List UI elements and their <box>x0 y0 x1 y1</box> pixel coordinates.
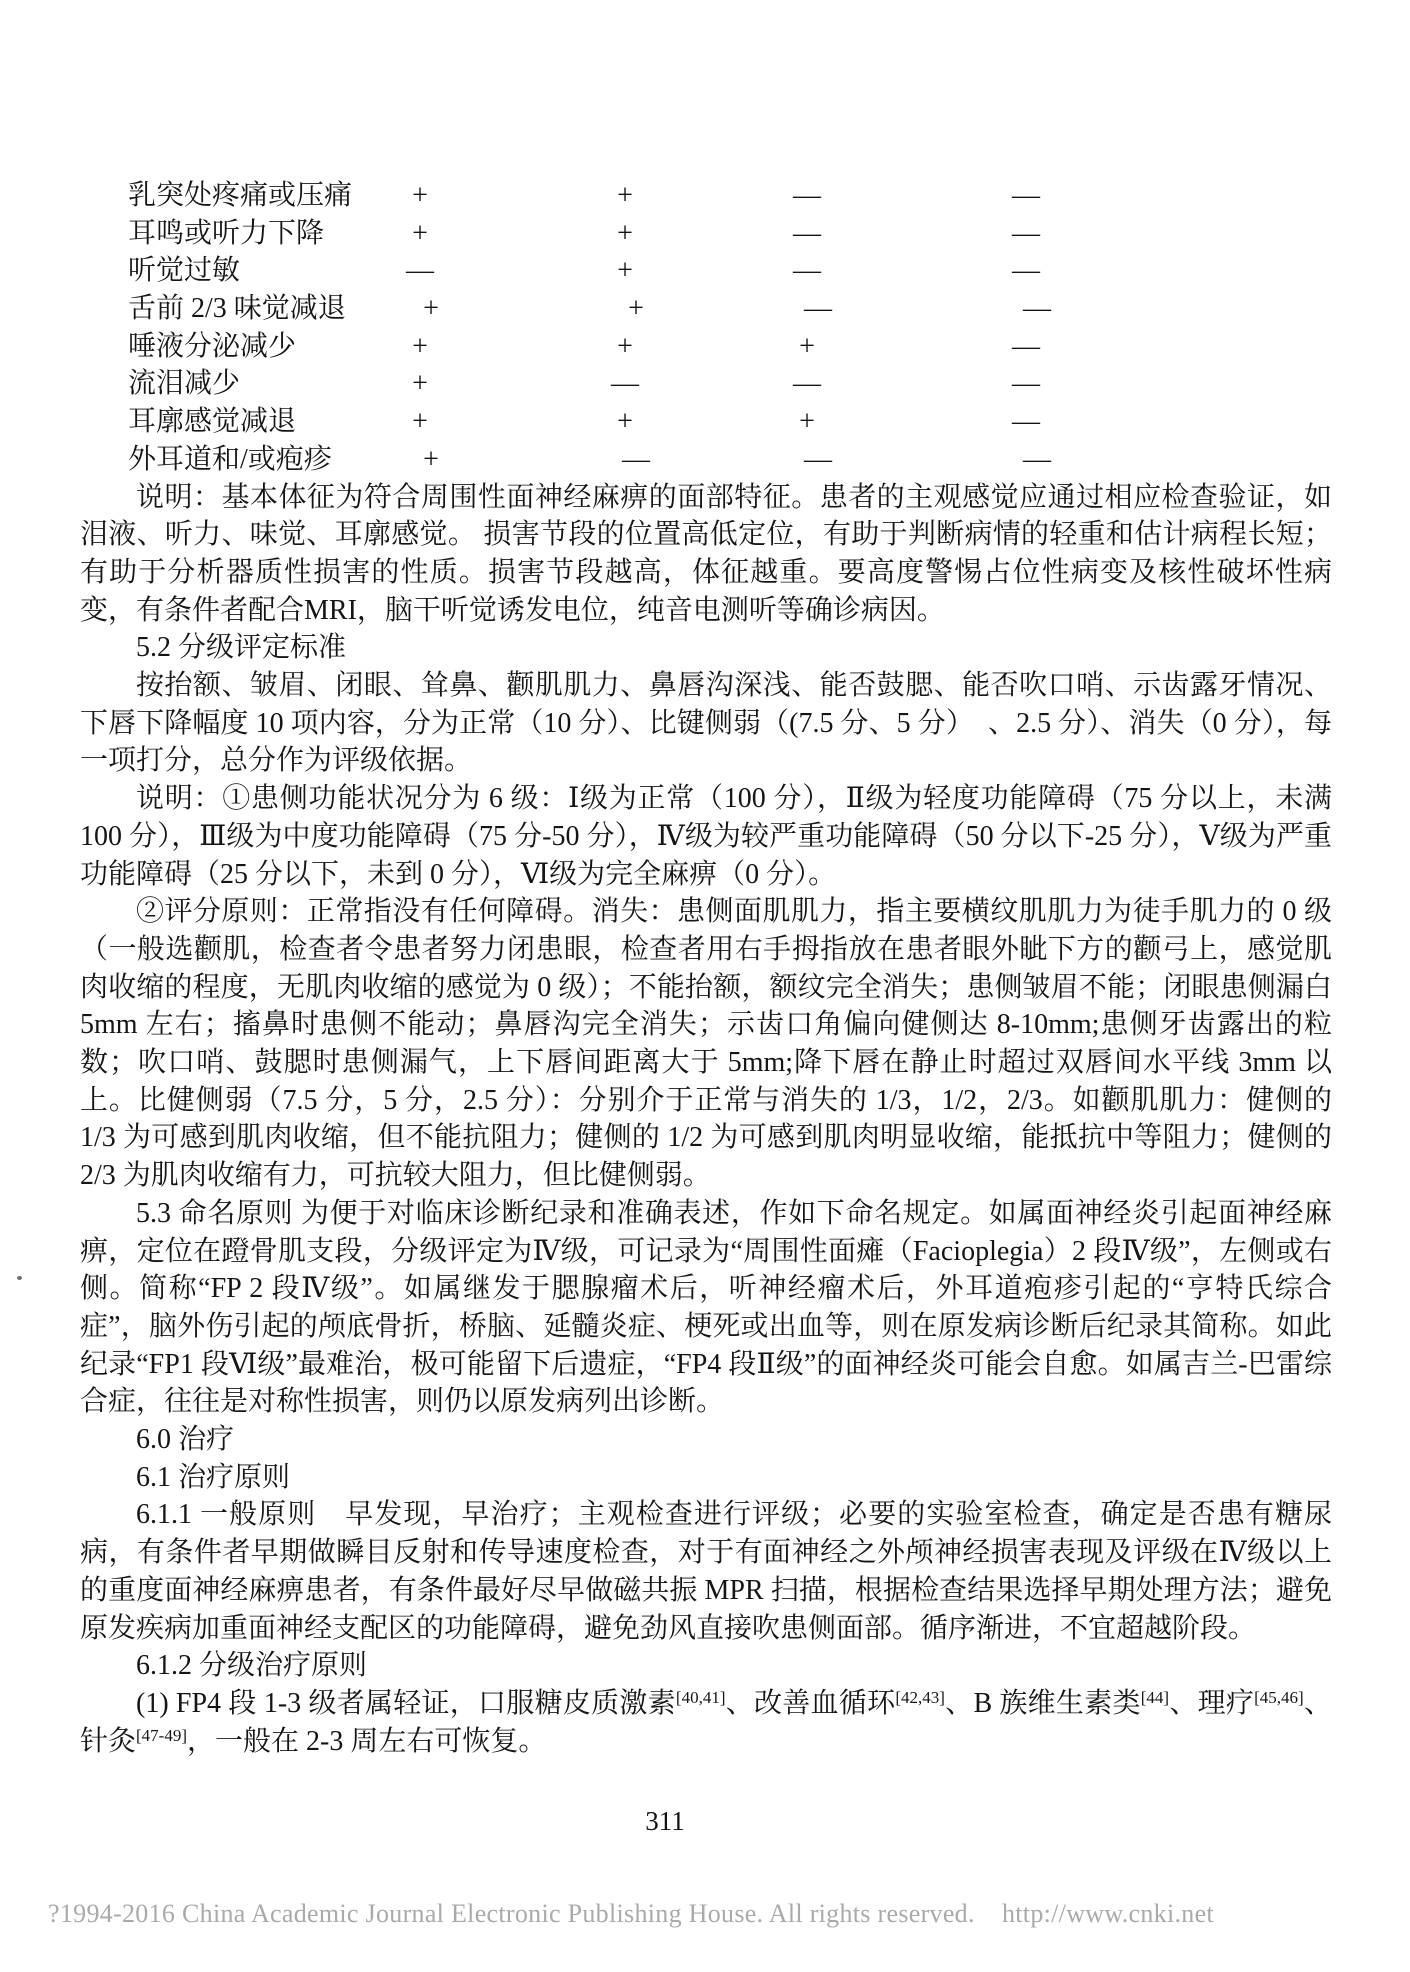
minus-mark: — <box>1012 368 1040 400</box>
plus-mark: + <box>617 255 633 287</box>
minus-mark: — <box>611 368 639 400</box>
minus-mark: — <box>793 368 821 400</box>
footnote-ref: [47-49] <box>136 1725 187 1745</box>
minus-mark: — <box>1012 330 1040 362</box>
text-segment: 、理疗 <box>1169 1688 1255 1719</box>
table-row <box>80 290 1332 328</box>
page-number: 311 <box>645 1806 685 1836</box>
minus-mark: — <box>793 255 821 287</box>
minus-mark: — <box>406 255 434 287</box>
document-body <box>80 479 1332 1761</box>
minus-mark: — <box>793 180 821 211</box>
table-row <box>80 365 1332 403</box>
paragraph: 6.1.1 一般原则 早发现，早治疗；主观检查进行评级；必要的实验室检查，确定是否患有糖尿病，有条件者早期做瞬目反射和传导速度检查，对于有面神经之外颅神经损害表现及评级在Ⅳ级以上的重度面神经麻痹患者，有条件最好尽早做磁共振 MPR 扫描，根据检查结果选择早期处理方法；避免原发疾病加重面神经支配区的功能障碍，避免劲风直接吹患侧面部。循序渐进，不宜超越阶段。 <box>80 1499 1332 1644</box>
paragraph: ②评分原则：正常指没有任何障碍。消失：患侧面肌肌力，指主要横纹肌肌力为徒手肌力的 0 级（一般选颧肌，检查者令患者努力闭患眼，检查者用右手拇指放在患者眼外眦下方的颧弓上，感觉肌肉收缩的程度，无肌肉收缩的感觉为 0 级）；不能抬额，额纹完全消失；患侧皱眉不能；闭眼患侧漏白 5mm 左右；搐鼻时患侧不能动；鼻唇沟完全消失；示齿口角偏向健侧达 8-10mm;患侧牙齿露出的粒数；吹口哨、鼓腮时患侧漏气，上下唇间距离大于 5mm;降下唇在静止时超过双唇间水平线 3mm 以上。比健侧弱（7.5 分，5 分，2.5 分）：分别介于正常与消失的 1/3，1/2，2/3。如颧肌肌力：健侧的 1/3 为可感到肌肉收缩，但不能抗阻力；健侧的 1/2 为可感到肌肉明显收缩，能抵抗中等阻力；健侧的 2/3 为肌肉收缩有力，可抗较大阻力，但比健侧弱。 <box>80 896 1332 1192</box>
text-segment: 、针灸 <box>80 1688 1332 1757</box>
text-segment: 、改善血循环 <box>725 1688 896 1719</box>
symptom-label: 唾液分泌减少 <box>128 330 297 362</box>
footnote-ref: [40,41] <box>675 1688 726 1707</box>
minus-mark: — <box>1023 443 1051 475</box>
minus-mark: — <box>804 293 832 325</box>
minus-mark: — <box>622 443 650 475</box>
paragraph: 5.3 命名原则 为便于对临床诊断纪录和准确表述，作如下命名规定。如属面神经炎引起面神经麻痹，定位在蹬骨肌支段，分级评定为Ⅳ级，可记录为“周围性面瘫（Facioplegia）2 段Ⅳ级”，左侧或右侧。简称“FP 2 段Ⅳ级”。如属继发于腮腺瘤术后，听神经瘤术后，外耳道疱疹引起的“亨特氏综合症”，脑外伤引起的颅底骨折，桥脑、延髓炎症、梗死或出血等，则在原发病诊断后纪录其简称。如此纪录“FP1 段Ⅵ级”最难治，极可能留下后遗症，“FP4 段Ⅱ级”的面神经炎可能会自愈。如属吉兰-巴雷综合症，往往是对称性损害，则仍以原发病列出诊断。 <box>80 1197 1332 1418</box>
table-row <box>80 328 1332 366</box>
symptom-label: 乳突处疼痛或压痛 <box>128 180 353 211</box>
symptom-label: 耳鸣或听力下降 <box>128 217 325 249</box>
text-segment: 、B 族维生素类 <box>944 1688 1141 1719</box>
table-row <box>80 403 1332 441</box>
plus-mark: + <box>617 180 633 211</box>
plus-mark: + <box>412 406 428 438</box>
document-content <box>80 177 1332 1760</box>
plus-mark: + <box>617 406 633 438</box>
plus-mark: + <box>412 180 428 211</box>
symptom-label: 外耳道和/或疱疹 <box>128 443 332 475</box>
table-row <box>80 441 1332 479</box>
plus-mark: + <box>423 443 439 475</box>
minus-mark: — <box>1012 180 1040 211</box>
copyright-footer: ?1994-2016 China Academic Journal Electronic Publishing House. All rights reserved. http://www.cnki.net <box>48 1899 1214 1928</box>
symptom-label: 流泪减少 <box>128 368 241 400</box>
table-row <box>80 177 1332 215</box>
section-heading: 5.2 分级评定标准 <box>136 632 347 664</box>
symptom-label: 耳廓感觉减退 <box>128 406 297 438</box>
plus-mark: + <box>799 330 815 362</box>
symptom-label: 听觉过敏 <box>128 255 241 287</box>
footnote-ref: [44] <box>1140 1688 1170 1707</box>
section-heading: 6.1 治疗原则 <box>136 1461 291 1493</box>
margin-speck-artifact <box>17 1276 22 1280</box>
table-row <box>80 215 1332 253</box>
minus-mark: — <box>793 217 821 249</box>
section-heading: 6.1.2 分级治疗原则 <box>136 1650 368 1682</box>
paragraph <box>80 1685 1332 1760</box>
plus-mark: + <box>412 330 428 362</box>
section-heading: 6.0 治疗 <box>136 1424 235 1456</box>
plus-mark: + <box>617 330 633 362</box>
footnote-ref: [42,43] <box>895 1688 945 1707</box>
plus-mark: + <box>412 217 428 249</box>
footnote-ref: [45,46] <box>1254 1688 1304 1707</box>
plus-mark: + <box>412 368 428 400</box>
plus-mark: + <box>617 217 633 249</box>
minus-mark: — <box>804 443 832 475</box>
minus-mark: — <box>1012 217 1040 249</box>
symptom-table <box>80 177 1332 479</box>
plus-mark: + <box>799 406 815 438</box>
table-row <box>80 252 1332 290</box>
text-segment: (1) FP4 段 1-3 级者属轻证，口服糖皮质激素 <box>136 1688 676 1719</box>
symptom-label: 舌前 2/3 味觉减退 <box>128 293 346 325</box>
paragraph: 说明：基本体征为符合周围性面神经麻痹的面部特征。患者的主观感觉应通过相应检查验证，如泪液、听力、味觉、耳廓感觉。 损害节段的位置高低定位，有助于判断病情的轻重和估计病程长短；有助于分析器质性损害的性质。损害节段越高，体征越重。要高度警惕占位性病变及核性破坏性病变，有条件者配合MRI，脑干听觉诱发电位，纯音电测听等确诊病因。 <box>80 481 1332 626</box>
plus-mark: + <box>423 293 439 325</box>
text-segment: ，一般在 2-3 周左右可恢复。 <box>187 1725 547 1757</box>
paragraph: 说明：①患侧功能状况分为 6 级：Ⅰ级为正常（100 分），Ⅱ级为轻度功能障碍（75 分以上，未满 100 分），Ⅲ级为中度功能障碍（75 分-50 分），Ⅳ级为较严重功能障碍（50 分以下-25 分），Ⅴ级为严重功能障碍（25 分以下，未到 0 分），Ⅵ级为完全麻痹（0 分）。 <box>80 783 1332 890</box>
minus-mark: — <box>1012 406 1040 438</box>
minus-mark: — <box>1012 255 1040 287</box>
minus-mark: — <box>1023 293 1051 325</box>
plus-mark: + <box>628 293 644 325</box>
paragraph: 按抬额、皱眉、闭眼、耸鼻、颧肌肌力、鼻唇沟深浅、能否鼓腮、能否吹口哨、示齿露牙情况、下唇下降幅度 10 项内容，分为正常（10 分）、比键侧弱（(7.5 分、5 分） 、2.5 分）、消失（0 分），每一项打分，总分作为评级依据。 <box>80 670 1332 777</box>
